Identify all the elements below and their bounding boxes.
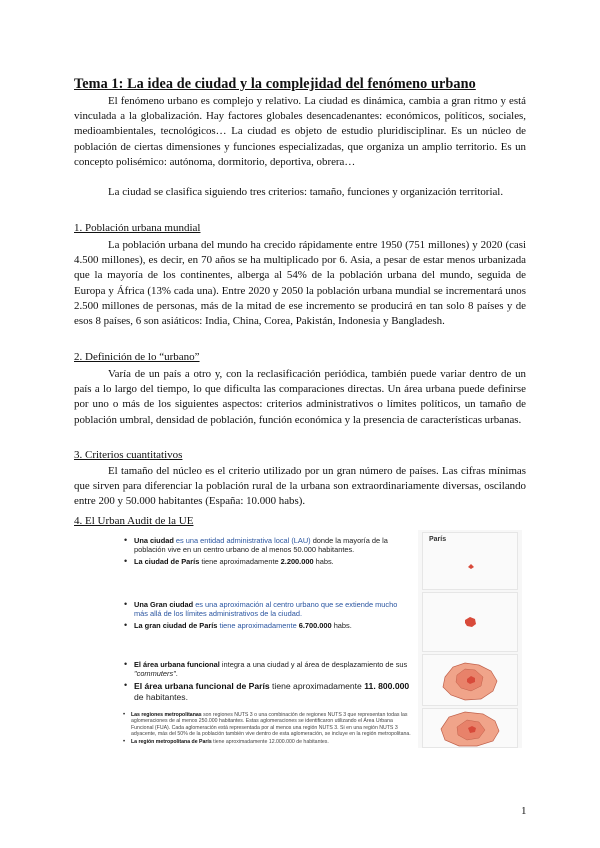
section-text-3: El tamaño del núcleo es el criterio utilizado por un gran número de países. Las cifras mínimas que sirven para diferenciar la población rural de la urbana son extraordinariamente diversas, oscilando entre 200 y 50.000 habitantes (España: 10.000 habs).	[74, 465, 526, 508]
figure-block-functional-area	[122, 660, 412, 705]
figure-bullet: • Las regiones metropolitanas son regiones NUTS 3 o una combinación de regiones NUTS 3 que representan todas las aglomeraciones de al menos 250.000 habitantes. Estas aglomeraciones se identificaron utilizando el Área Urbana Funcional (FUA). Cada aglomeración está representada por al menos una región NUTS 3. Si en una región NUTS 3 adyacente, más del 50% de la población también vive dentro de esta aglomeración, se incluye en la región metropolitana.	[122, 712, 412, 738]
page-title: Tema 1: La idea de ciudad y la complejidad del fenómeno urbano	[74, 76, 476, 92]
paris-greater-city-map	[422, 592, 518, 652]
section-heading-3: 3. Criterios cuantitativos	[74, 449, 183, 461]
figure-bullet: • Una ciudad es una entidad administrativa local (LAU) donde la mayoría de la población vive en un centro urbano de al menos 50.000 habitantes.	[122, 536, 412, 555]
figure-bullet: • El área urbana funcional de París tiene aproximadamente 11. 800.000 de habitantes.	[122, 681, 412, 703]
intro-paragraph-2: La ciudad se clasifica siguiendo tres criterios: tamaño, funciones y organización territorial.	[108, 186, 504, 198]
figure-block-city	[122, 536, 412, 568]
section-heading-2: 2. Definición de lo “urbano”	[74, 351, 200, 363]
urban-audit-figure	[118, 530, 522, 748]
map-label: París	[429, 536, 447, 543]
figure-block-greater-city	[122, 600, 412, 632]
intro-paragraph-1: El fenómeno urbano es complejo y relativo. La ciudad es dinámica, cambia a gran ritmo y está vinculada a la globalización. Hay factores globales desencadenantes: económicos, políticos, sociales, medioambientales, tecnológicos… La ciudad es objeto de estudio pluridisciplinar. Es un núcleo de población de ciertas dimensiones y funciones especializadas, que organiza un amplio territorio. Es un concepto polisémico: autónoma, dormitorio, deportiva, obrera…	[74, 95, 526, 168]
page-number: 1	[521, 805, 527, 817]
figure-bullet: • La ciudad de París tiene aproximadamente 2.200.000 habs.	[122, 557, 412, 566]
functional-area-shape-icon	[423, 655, 517, 705]
figure-bullet: • El área urbana funcional integra a una ciudad y al área de desplazamiento de sus "commuters".	[122, 660, 412, 679]
section-heading-4: 4. El Urban Audit de la UE	[74, 515, 194, 527]
figure-bullet: • La gran ciudad de París tiene aproximadamente 6.700.000 habs.	[122, 621, 412, 630]
paris-functional-area-map	[422, 654, 518, 706]
figure-bullet: • Una Gran ciudad es una aproximación al centro urbano que se extiende mucho más allá de los límites administrativos de la ciudad.	[122, 600, 412, 619]
section-heading-1: 1. Población urbana mundial	[74, 222, 201, 234]
figure-text-panel	[118, 530, 414, 748]
paris-metropolitan-region-map	[422, 708, 518, 748]
paris-city-map	[422, 532, 518, 590]
paris-map-column	[418, 530, 522, 748]
metropolitan-region-shape-icon	[423, 709, 517, 747]
greater-city-shape-icon	[423, 593, 517, 651]
section-text-2: Varía de un país a otro y, con la reclasificación periódica, también puede variar dentro de un país a lo largo del tiempo, lo que dificulta las comparaciones directas. Un área urbana puede definirse por uno o más de los siguientes aspectos: criterios administrativos o límites políticos, un tamaño de población umbral, densidad de población, función económica y la presencia de características urbanas.	[74, 368, 526, 426]
figure-bullet: • La región metropolitana de París tiene aproximadamente 12.000.000 de habitantes.	[122, 739, 412, 745]
figure-block-metropolitan-region	[122, 712, 412, 746]
section-text-1: La población urbana del mundo ha crecido rápidamente entre 1950 (751 millones) y 2020 (casi 4.500 millones), es decir, en 70 años se ha multiplicado por 6. Asia, a pesar de estar menos urbanizada que la mayoría de los continentes, alberga al 54% de la población urbana del mundo, seguida de Europa y África (13% cada una). Entre 2020 y 2050 la población urbana mundial se incrementará unos 2.500 millones de personas, más de la mitad de ese incremento se producirá en tan solo 8 países y de esos 8 países, 6 son asiáticos: India, China, Corea, Pakistán, Indonesia y Bangladesh.	[74, 239, 526, 328]
